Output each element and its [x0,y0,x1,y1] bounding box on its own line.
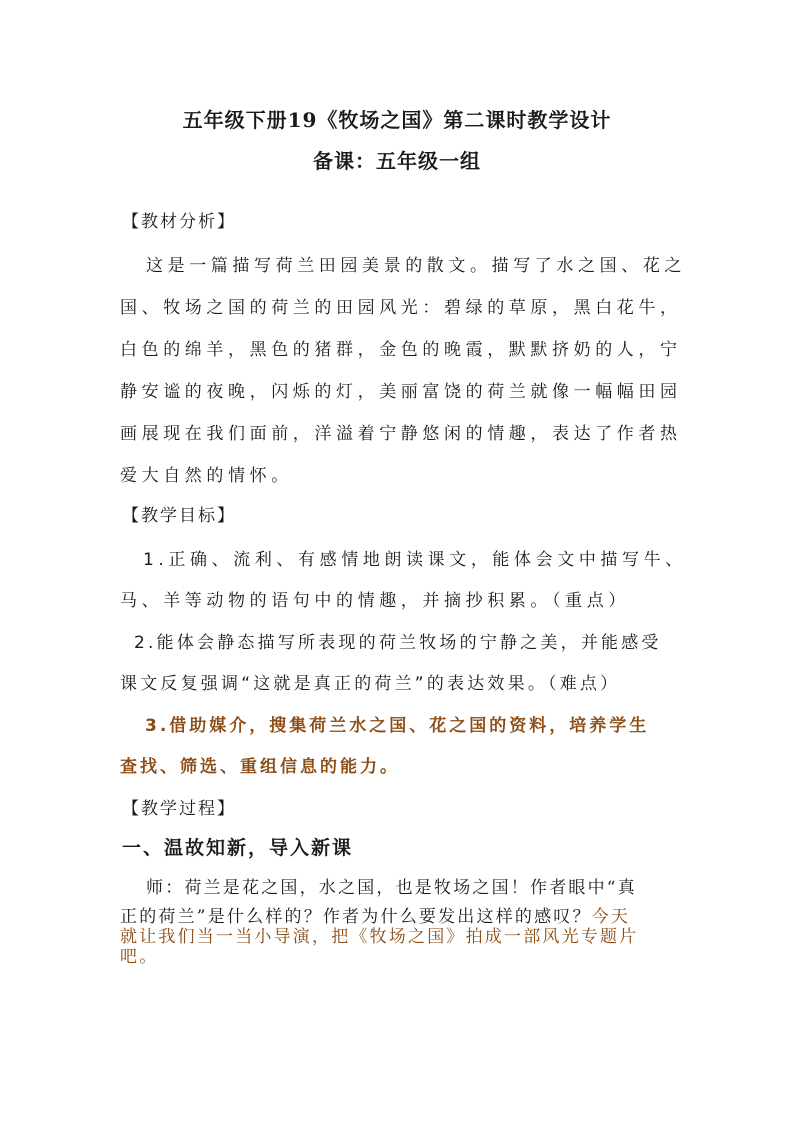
analysis-line: 白色的绵羊，黑色的猪群，金色的晚霞，默默挤奶的人，宁 [120,340,682,360]
section-heading-process: 【教学过程】 [122,799,236,819]
section-heading-analysis: 【教材分析】 [122,212,236,232]
intro-line-3: 就让我们当一当小导演，把《牧场之国》拍成一部风光专题片 [120,927,639,947]
document-title: 五年级下册19《牧场之国》第二课时教学设计 [182,108,612,132]
goal-1-line-2: 马、羊等动物的语句中的情趣，并摘抄积累。（重点） [120,591,630,611]
intro-line-2 [120,907,630,927]
analysis-line: 这是一篇描写荷兰田园美景的散文。描写了水之国、花之 [146,256,686,276]
analysis-line: 国、牧场之国的荷兰的田园风光：碧绿的草原，黑白花牛， [120,298,682,318]
intro-line-2-brown: 今天 [591,907,631,927]
goal-1-line-1: 1.正确、流利、有感情地朗读课文，能体会文中描写牛、 [143,550,687,570]
process-section-1-title: 一、温故知新，导入新课 [122,837,354,859]
document-subtitle: 备课：五年级一组 [313,149,481,173]
analysis-line: 画展现在我们面前，洋溢着宁静悠闲的情趣，表达了作者热 [120,424,682,444]
goal-3-line-1: 3.借助媒介，搜集荷兰水之国、花之国的资料，培养学生 [145,716,650,736]
intro-line-4: 吧。 [120,947,159,967]
analysis-line: 爱大自然的情怀。 [120,466,293,486]
analysis-line: 静安谧的夜晚，闪烁的灯，美丽富饶的荷兰就像一幅幅田园 [120,382,682,402]
section-heading-goals: 【教学目标】 [122,506,236,526]
goal-3-line-2: 查找、筛选、重组信息的能力。 [120,757,400,777]
goal-2-line-1: 2.能体会静态描写所表现的荷兰牧场的宁静之美，并能感受 [134,633,662,653]
goal-2-line-2: 课文反复强调“这就是真正的荷兰”的表达效果。（难点） [120,674,621,694]
intro-line-1: 师：荷兰是花之国，水之国，也是牧场之国！作者眼中“真 [146,878,637,898]
intro-line-2-black: 正的荷兰”是什么样的？作者为什么要发出这样的感叹？ [120,907,592,927]
